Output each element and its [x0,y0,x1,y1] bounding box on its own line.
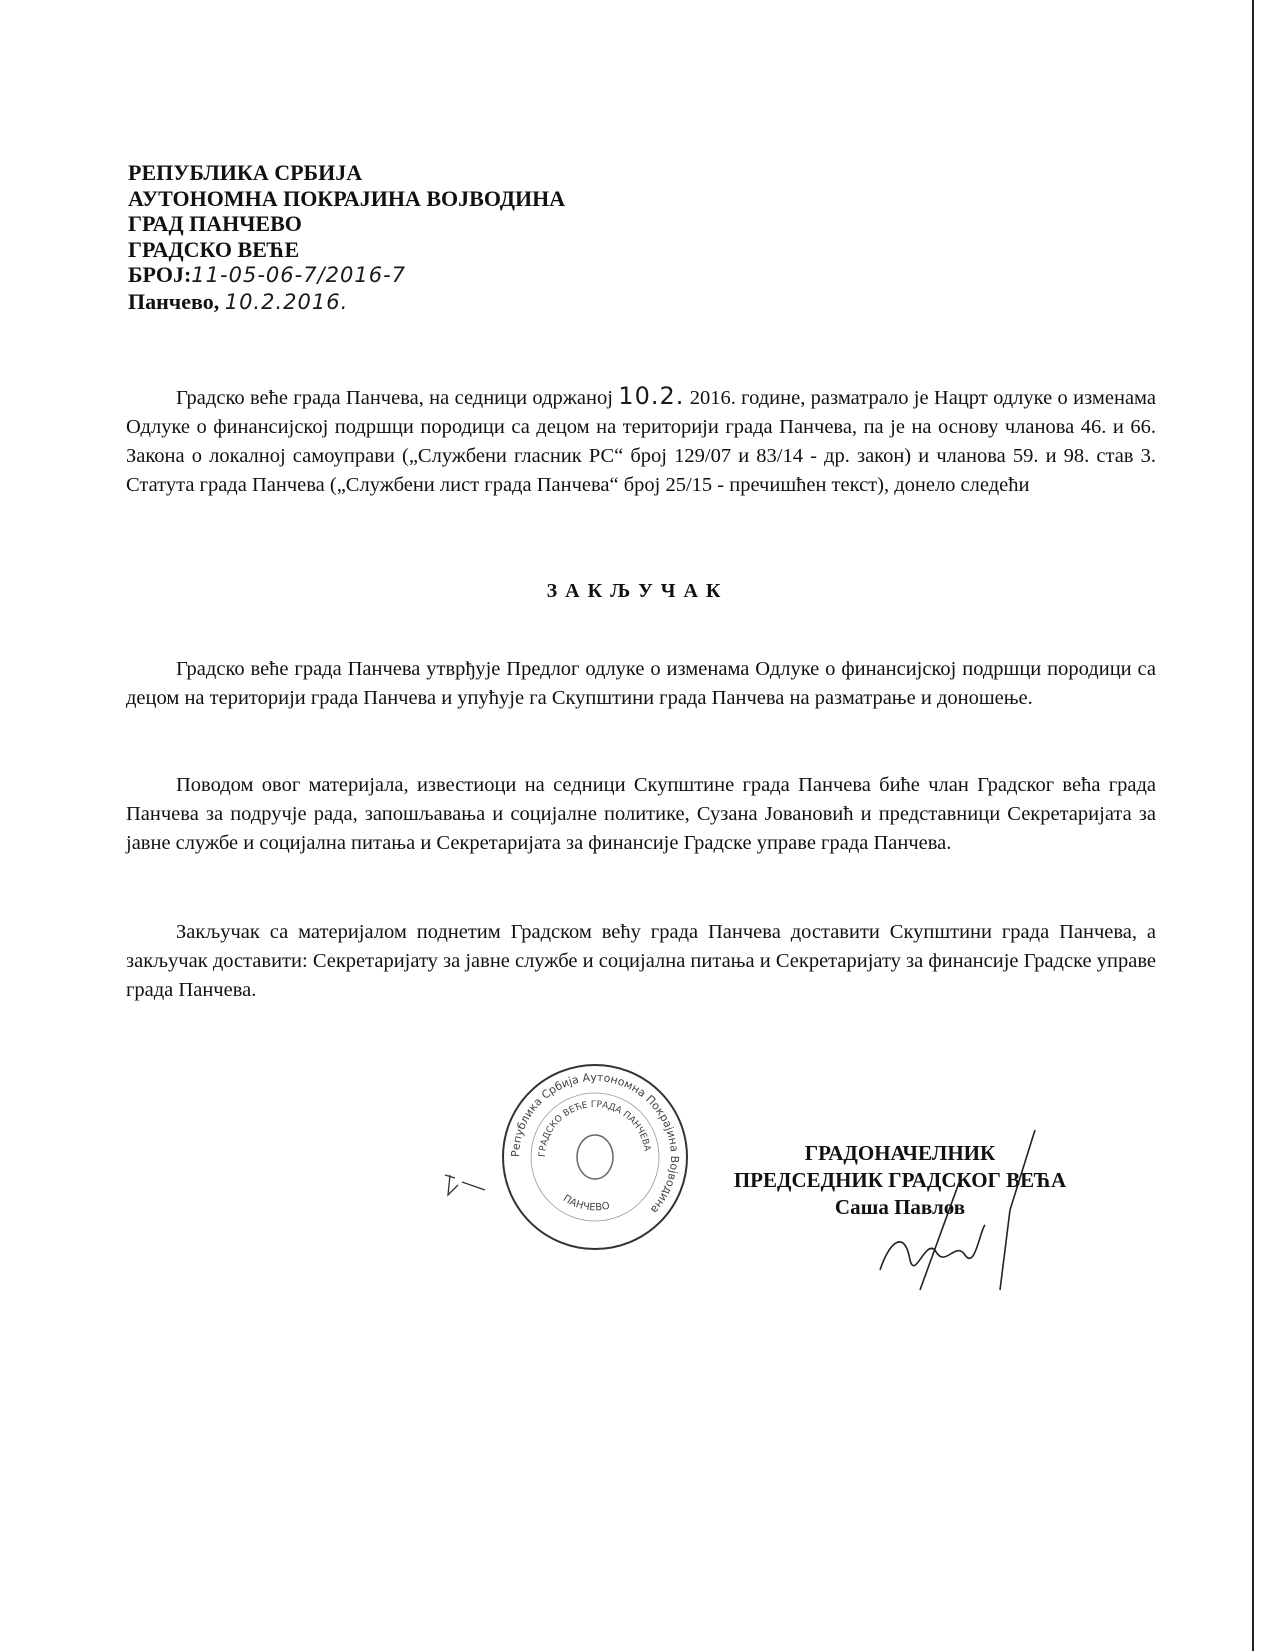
stamp-bottom-text: ПАНЧЕВО [560,1193,611,1214]
document-header [128,160,565,315]
coat-of-arms-icon [577,1135,613,1179]
initials-mark [440,1170,490,1200]
header-city: ГРАД ПАНЧЕВО [128,211,302,236]
header-republic: РЕПУБЛИКА СРБИЈА [128,160,363,185]
page-edge [1252,0,1254,1651]
header-council: ГРАДСКО ВЕЋЕ [128,236,300,262]
official-stamp [500,1062,690,1252]
signature-name: Саша Павлов [834,1195,966,1219]
number-value: 11-05-06-7/2016-7 [191,263,407,287]
header-number [128,262,565,289]
signature-title-president: ПРЕДСЕДНИК ГРАДСКОГ ВЕЋА [733,1168,1067,1192]
body-paragraph [126,771,1156,858]
body-paragraph [126,655,1156,713]
number-label: БРОЈ: [128,262,192,287]
header-place-date [128,289,565,316]
document-title: ЗАКЉУЧАК [546,580,729,602]
intro-handwritten-date: 10.2. [618,382,685,410]
intro-text-2: 2016. године, разматрало је Нацрт одлуке о изменама Одлуке о финансијској подршци породици са децом на територији града Панчева, па је на основу чланова 46. и 66. Закона о локалној самоуправи („Службени гласник РС“ број 129/07 и 83/14 - др. закон) и чланова 59. и 98. став 3. Статута града Панчева („Службени лист града Панчева“ број 25/15 - пречишћен текст), донело следећи [126,387,1156,496]
intro-text-1: Градско веће града Панчева, на седници одржаној [176,387,613,409]
intro-paragraph [126,382,1156,500]
paragraph-text: Поводом овог материјала, известиоци на седници Скупштине града Панчева биће члан Градског већа града Панчева за подручје рада, запошљавања и социјалне политике, Сузана Јовановић и представници Секретаријата за јавне службе и социјална питања и Секретаријата за финансије Градске управе града Панчева. [126,774,1156,854]
body-paragraph [126,918,1156,1005]
place-label: Панчево, [128,288,220,314]
date-value: 10.2.2016. [224,289,349,314]
paragraph-text: Градско веће града Панчева утврђује Предлог одлуке о изменама Одлуке о финансијској подршци породици са децом на територији града Панчева и упућује га Скупштини града Панчева на разматрање и доношење. [126,658,1156,709]
stamp-outer-text: Република Србија Аутономна Покрајина Војводина [508,1070,682,1217]
paragraph-text: Закључак са материјалом поднетим Градском већу града Панчева доставити Скупштини града Панчева, а закључак доставити: Секретаријату за јавне службе и социјална питања и Секретаријату за финансије Градске управе града Панчева. [126,921,1156,1001]
header-province: АУТОНОМНА ПОКРАЈИНА ВОЈВОДИНА [128,185,566,211]
signature-title-mayor: ГРАДОНАЧЕЛНИК [804,1141,996,1165]
stamp-inner-text: ГРАДСКО ВЕЋЕ ГРАДА ПАНЧЕВА [537,1099,652,1158]
handwritten-signature [860,1120,1040,1300]
